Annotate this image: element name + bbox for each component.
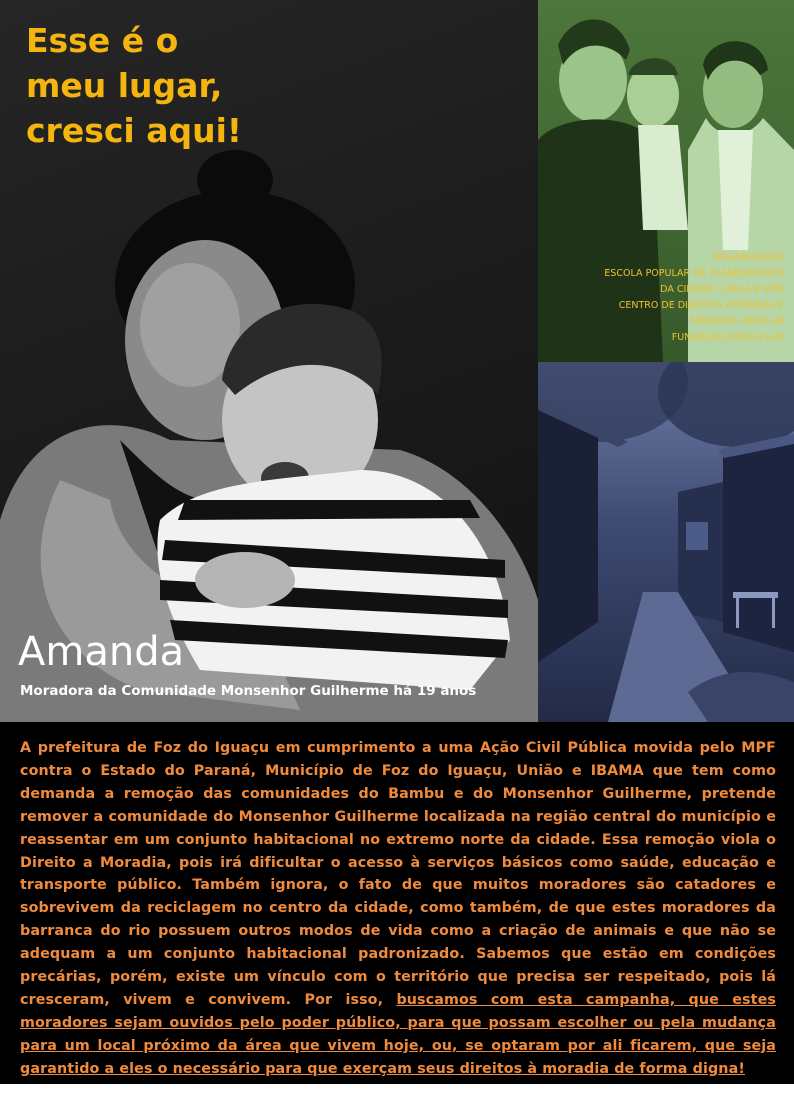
headline-line: Esse é o bbox=[26, 21, 179, 60]
alley-illustration bbox=[538, 362, 794, 722]
headline bbox=[26, 18, 242, 153]
org-line: ORGANIZAÇÃO bbox=[712, 252, 784, 263]
bottom-margin bbox=[0, 1084, 794, 1096]
blue-photo-community-alley bbox=[538, 362, 794, 722]
person-name: Amanda bbox=[18, 629, 185, 675]
headline-line: meu lugar, bbox=[26, 66, 223, 105]
paragraph-main-text: A prefeitura de Foz do Iguaçu em cumprimento a uma Ação Civil Pública movida pelo MPF contra o Estado do Paraná, Município de Foz do Iguaçu, União e IBAMA que tem como demanda a remoção das comunidades do Bambu e do Monsenhor Guilherme, pretende remover a comunidade do Monsenhor Guilherme localizada na região central do município e reassentar em um conjunto habitacional no extremo norte da cidade. Essa remoção viola o Direito a Moradia, pois irá dificultar o acesso à serviços básicos como saúde, educação e transporte público. Também ignora, o fato de que muitos moradores são catadores e sobrevivem da reciclagem no centro da cidade, como também, de que estes moradores da barranca do rio possuem outros modos de vida como a criação de animais e que não se adequam a um conjunto habitacional padronizado. Sabemos que estão em condições precárias, porém, existe um vínculo com o território que precisa ser respeitado, pois lá cresceram, vivem e convivem. Por isso, bbox=[20, 740, 776, 1008]
campaign-paragraph bbox=[20, 737, 776, 1081]
person-caption: Moradora da Comunidade Monsenhor Guilherme há 19 anos bbox=[20, 683, 477, 699]
org-line: MEMORIA POPULAR bbox=[690, 316, 784, 327]
org-line: DA CIDADE / UNILA E IFPR bbox=[660, 284, 784, 295]
paragraph-underlined-text: buscamos com esta campanha, que estes moradores sejam ouvidos pelo poder público, para que possam escolher ou pela mudança para um local próximo da área que vivem hoje, ou, se optaram por ali ficarem, que seja garantido a eles o necessário para que exerçam seus direitos à moradia de forma digna! bbox=[20, 991, 776, 1077]
campaign-text-panel bbox=[0, 722, 794, 1084]
main-photo-mother-and-child bbox=[0, 0, 538, 722]
green-photo-family bbox=[538, 0, 794, 362]
org-line: FUNDAÇÃO NOSSO LAR bbox=[671, 332, 784, 343]
headline-line: cresci aqui! bbox=[26, 111, 242, 150]
org-line: ESCOLA POPULAR DE PLANEJAMENTO bbox=[604, 268, 784, 279]
org-line: CENTRO DE DIREITOS HUMANOS E bbox=[618, 300, 784, 311]
organization-credits bbox=[604, 250, 784, 346]
